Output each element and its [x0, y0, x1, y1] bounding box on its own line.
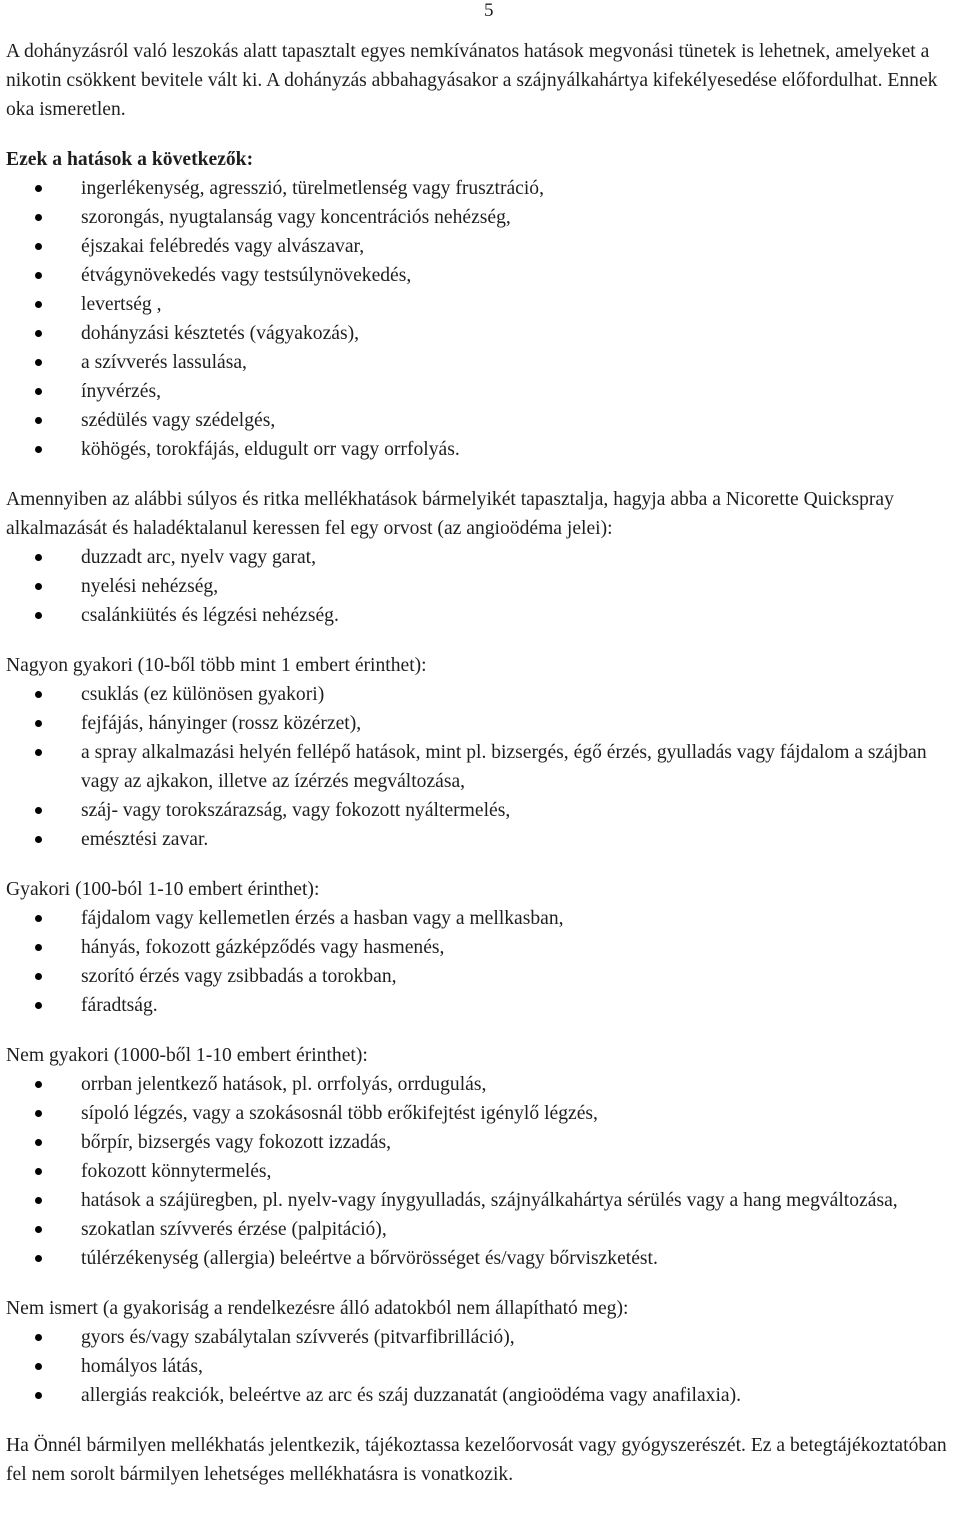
list-item: fáradtság. — [6, 991, 956, 1020]
list-item: túlérzékenység (allergia) beleértve a bőrvörösséget és/vagy bőrviszketést. — [6, 1244, 956, 1273]
unknown-section — [6, 1294, 956, 1410]
list-item: száj- vagy torokszárazság, vagy fokozott nyáltermelés, — [6, 796, 956, 825]
serious-list — [6, 543, 956, 630]
list-item: ínyvérzés, — [6, 377, 956, 406]
uncommon-section — [6, 1041, 956, 1273]
common-heading: Gyakori (100-ból 1-10 embert érinthet): — [6, 879, 320, 900]
list-item: emésztési zavar. — [6, 825, 956, 854]
very-common-heading: Nagyon gyakori (10-ből több mint 1 embert érinthet): — [6, 655, 427, 676]
list-item: duzzadt arc, nyelv vagy garat, — [6, 543, 956, 572]
list-item: éjszakai felébredés vagy alvászavar, — [6, 232, 956, 261]
unknown-list — [6, 1323, 956, 1410]
common-section — [6, 875, 956, 1020]
very-common-list — [6, 680, 956, 854]
list-item: fájdalom vagy kellemetlen érzés a hasban vagy a mellkasban, — [6, 904, 956, 933]
list-item: hányás, fokozott gázképződés vagy hasmenés, — [6, 933, 956, 962]
list-item: szorongás, nyugtalanság vagy koncentrációs nehézség, — [6, 203, 956, 232]
list-item: homályos látás, — [6, 1352, 956, 1381]
list-item: étvágynövekedés vagy testsúlynövekedés, — [6, 261, 956, 290]
list-item: szédülés vagy szédelgés, — [6, 406, 956, 435]
list-item: orrban jelentkező hatások, pl. orrfolyás, orrdugulás, — [6, 1070, 956, 1099]
serious-heading: Amennyiben az alábbi súlyos és ritka mellékhatások bármelyikét tapasztalja, hagyja abba a Nicorette Quickspray alkalmazását és haladéktalanul keressen fel egy orvost (az angioödéma jelei): — [6, 489, 894, 539]
document-body — [6, 37, 956, 1489]
list-item: levertség , — [6, 290, 956, 319]
withdrawal-list — [6, 174, 956, 464]
list-item: hatások a szájüregben, pl. nyelv-vagy ínygyulladás, szájnyálkahártya sérülés vagy a hang megváltozása, — [6, 1186, 956, 1215]
common-list — [6, 904, 956, 1020]
list-item: csalánkiütés és légzési nehézség. — [6, 601, 956, 630]
withdrawal-heading: Ezek a hatások a következők: — [6, 149, 254, 170]
withdrawal-section — [6, 145, 956, 464]
list-item: allergiás reakciók, beleértve az arc és száj duzzanatát (angioödéma vagy anafilaxia). — [6, 1381, 956, 1410]
uncommon-list — [6, 1070, 956, 1273]
list-item: csuklás (ez különösen gyakori) — [6, 680, 956, 709]
list-item: sípoló légzés, vagy a szokásosnál több erőkifejtést igénylő légzés, — [6, 1099, 956, 1128]
list-item: gyors és/vagy szabálytalan szívverés (pitvarfibrilláció), — [6, 1323, 956, 1352]
list-item: szorító érzés vagy zsibbadás a torokban, — [6, 962, 956, 991]
list-item: dohányzási késztetés (vágyakozás), — [6, 319, 956, 348]
list-item: köhögés, torokfájás, eldugult orr vagy orrfolyás. — [6, 435, 956, 464]
list-item: fejfájás, hányinger (rossz közérzet), — [6, 709, 956, 738]
intro-paragraph: A dohányzásról való leszokás alatt tapasztalt egyes nemkívánatos hatások megvonási tünetek is lehetnek, amelyeket a nikotin csökkent bevitele vált ki. A dohányzás abbahagyásakor a szájnyálkahártya kifekélyesedése előfordulhat. Ennek oka ismeretlen. — [6, 41, 938, 120]
list-item: szokatlan szívverés érzése (palpitáció), — [6, 1215, 956, 1244]
serious-section — [6, 485, 956, 630]
list-item: a spray alkalmazási helyén fellépő hatások, mint pl. bizsergés, égő érzés, gyulladás vagy fájdalom a szájban vagy az ajkakon, illetve az ízérzés megváltozása, — [6, 738, 956, 796]
page-number: 5 — [484, 0, 494, 21]
list-item: nyelési nehézség, — [6, 572, 956, 601]
list-item: fokozott könnytermelés, — [6, 1157, 956, 1186]
list-item: ingerlékenység, agresszió, türelmetlenség vagy frusztráció, — [6, 174, 956, 203]
uncommon-heading: Nem gyakori (1000-ből 1-10 embert érinthet): — [6, 1045, 368, 1066]
unknown-heading: Nem ismert (a gyakoriság a rendelkezésre álló adatokból nem állapítható meg): — [6, 1298, 629, 1319]
list-item: a szívverés lassulása, — [6, 348, 956, 377]
very-common-section — [6, 651, 956, 854]
closing-paragraph: Ha Önnél bármilyen mellékhatás jelentkezik, tájékoztassa kezelőorvosát vagy gyógyszerészét. Ez a betegtájékoztatóban fel nem sorolt bármilyen lehetséges mellékhatásra is vonatkozik. — [6, 1435, 947, 1485]
list-item: bőrpír, bizsergés vagy fokozott izzadás, — [6, 1128, 956, 1157]
